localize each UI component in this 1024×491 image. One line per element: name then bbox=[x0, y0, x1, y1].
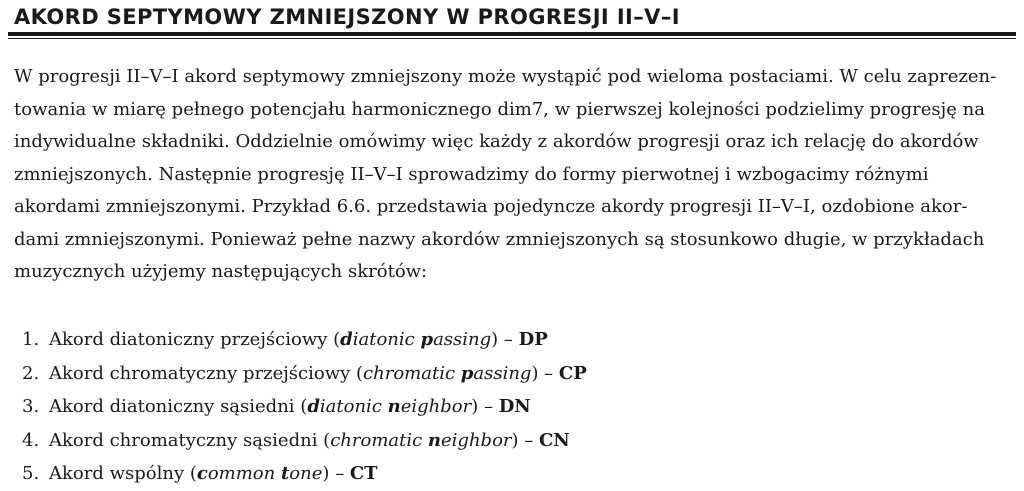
body-paragraph bbox=[14, 61, 1010, 289]
list-item-number: 5. bbox=[22, 463, 40, 484]
list-item-dash: ) – bbox=[511, 429, 539, 451]
english-term: diatonic passing bbox=[340, 329, 492, 350]
list-item-dash: ) – bbox=[491, 329, 519, 350]
list-item bbox=[22, 323, 587, 357]
abbreviation: CT bbox=[349, 463, 378, 484]
paragraph-line: dami zmniejszonymi. Ponieważ pełne nazwy akordów zmniejszonych są stosunkowo długie, w przykładach bbox=[14, 228, 985, 250]
list-item bbox=[22, 390, 587, 424]
paragraph-line: towania w miarę pełnego potencjału harmonicznego dim7, w pierwszej kolejności podzielimy progresję na bbox=[14, 98, 985, 120]
list-item-label: Akord diatoniczny sąsiedni ( bbox=[49, 396, 308, 417]
paragraph-line: zmniejszonych. Następnie progresję II–V–I sprowadzimy do formy pierwotnej i wzbogacimy różnymi bbox=[14, 163, 929, 185]
paragraph-line: muzycznych użyjemy następujących skrótów: bbox=[14, 261, 428, 282]
list-item bbox=[22, 457, 587, 491]
abbreviation: DN bbox=[498, 396, 531, 417]
list-item-dash: ) – bbox=[471, 396, 499, 417]
list-item-label: Akord wspólny ( bbox=[49, 463, 197, 484]
english-term: chromatic neighbor bbox=[330, 429, 512, 451]
abbreviation-list bbox=[22, 323, 587, 491]
abbreviation: CP bbox=[558, 362, 587, 384]
list-item-number: 2. bbox=[22, 362, 40, 384]
abbreviation: DP bbox=[518, 329, 548, 350]
paragraph-line: akordami zmniejszonymi. Przykład 6.6. przedstawia pojedyncze akordy progresji II–V–I, ozdobione akor- bbox=[14, 196, 968, 217]
section-heading: AKORD SEPTYMOWY ZMNIEJSZONY W PROGRESJI II–V–I bbox=[14, 5, 680, 29]
english-term: common tone bbox=[196, 463, 323, 484]
heading-rule-thin bbox=[8, 38, 1016, 39]
paragraph-line: W progresji II–V–I akord septymowy zmniejszony może wystąpić pod wieloma postaciami. W celu zaprezen- bbox=[14, 66, 997, 87]
english-term: diatonic neighbor bbox=[307, 396, 472, 417]
list-item-number: 1. bbox=[22, 329, 40, 350]
list-item bbox=[22, 357, 587, 391]
list-item-dash: ) – bbox=[531, 362, 559, 384]
list-item-label: Akord chromatyczny sąsiedni ( bbox=[49, 429, 331, 451]
list-item-number: 3. bbox=[22, 396, 40, 417]
list-item-label: Akord chromatyczny przejściowy ( bbox=[49, 362, 364, 384]
english-term: chromatic passing bbox=[363, 362, 532, 384]
abbreviation: CN bbox=[538, 429, 570, 451]
list-item-label: Akord diatoniczny przejściowy ( bbox=[49, 329, 341, 350]
paragraph-line: indywidualne składniki. Oddzielnie omówimy więc każdy z akordów progresji oraz ich relację do akordów bbox=[14, 131, 979, 152]
list-item-dash: ) – bbox=[322, 463, 350, 484]
heading-rule-thick bbox=[8, 32, 1016, 36]
list-item bbox=[22, 424, 587, 458]
list-item-number: 4. bbox=[22, 429, 40, 451]
